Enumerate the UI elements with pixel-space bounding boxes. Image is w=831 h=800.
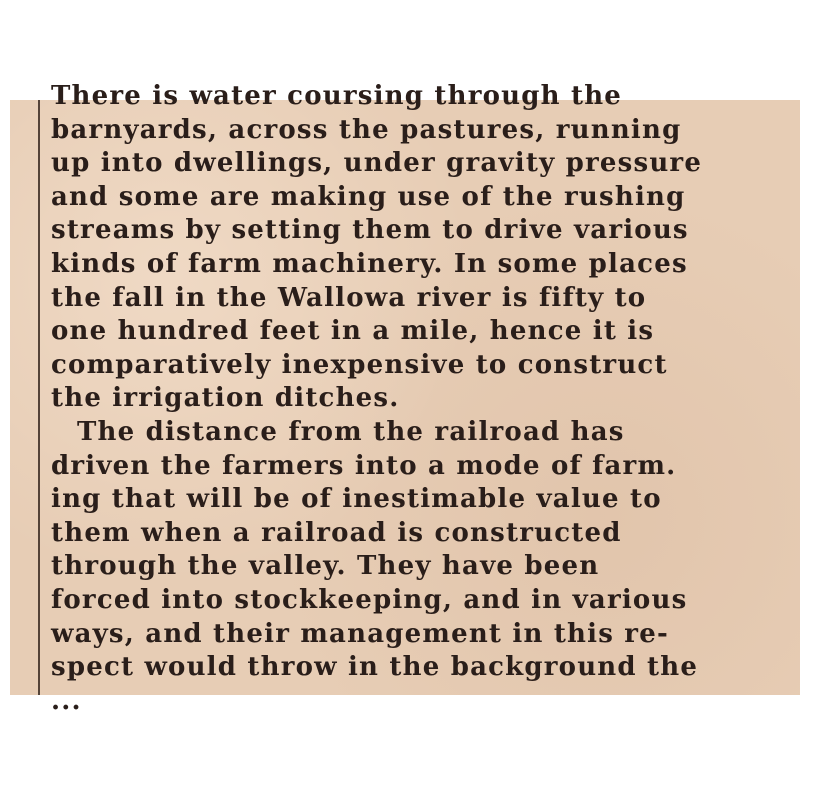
article-line: There is water coursing through the: [51, 81, 623, 111]
article-line: and some are making use of the rushing: [51, 181, 686, 212]
article-line: the irrigation ditches.: [51, 383, 400, 414]
article-line: through the valley. They have been: [51, 551, 600, 582]
article-line: forced into stockkeeping, and in various: [51, 584, 688, 615]
article-line: comparatively inexpensive to construct: [51, 349, 668, 380]
article-line: ing that will be of inestimable value to: [51, 484, 662, 515]
article-line: up into dwellings, under gravity pressure: [51, 148, 703, 179]
article-line: them when a railroad is constructed: [51, 517, 622, 548]
article-line: spect would throw in the background the: [51, 652, 699, 683]
article-line: ways, and their management in this re-: [51, 618, 669, 649]
article-line: streams by setting them to drive various: [51, 215, 689, 246]
article-line: kinds of farm machinery. In some places: [51, 248, 688, 279]
newspaper-clipping: [10, 81, 800, 716]
article-line: ...: [51, 685, 82, 716]
column-rule: [38, 100, 40, 695]
article-line: barnyards, across the pastures, running: [51, 114, 682, 145]
article-line: The distance from the railroad has: [77, 416, 625, 447]
article-line: one hundred feet in a mile, hence it is: [51, 316, 655, 347]
article-line: driven the farmers into a mode of farm.: [51, 450, 677, 481]
article-text: [51, 80, 831, 718]
article-line: the fall in the Wallowa river is fifty to: [51, 282, 647, 313]
